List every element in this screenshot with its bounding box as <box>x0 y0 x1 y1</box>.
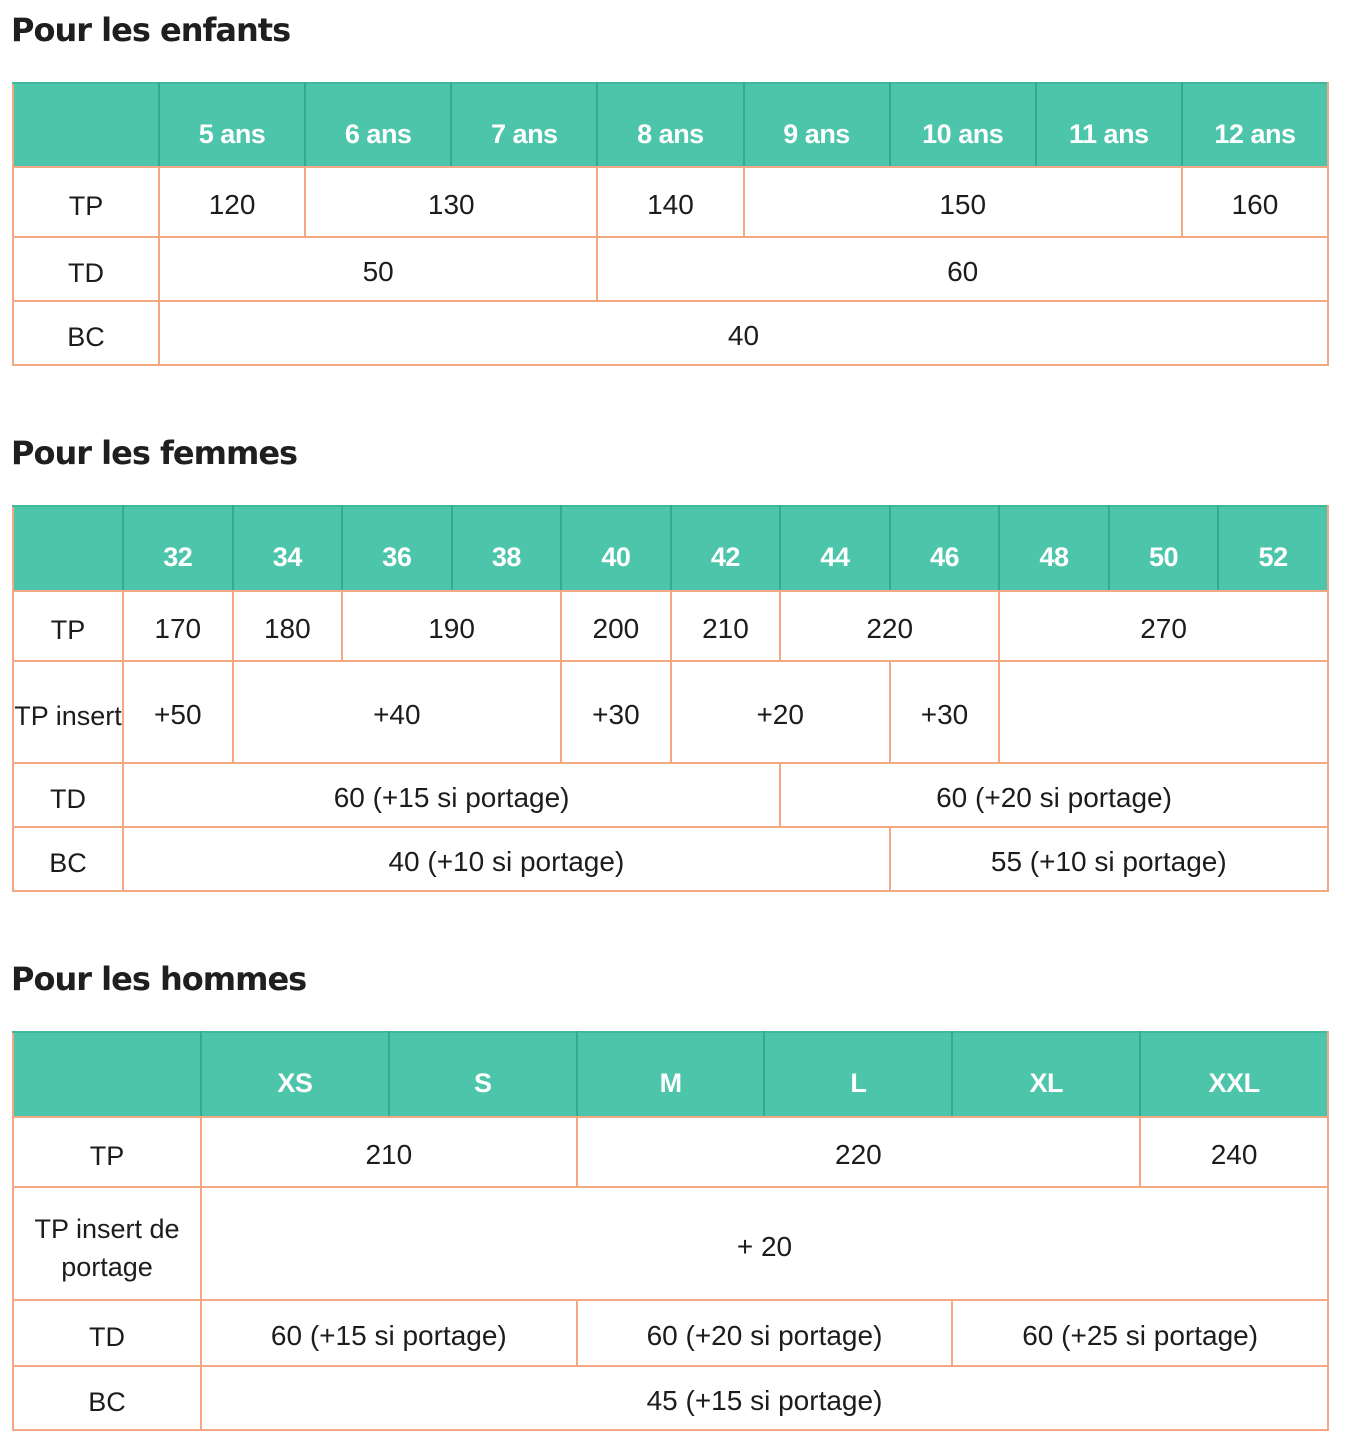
row-label: BC <box>13 827 123 891</box>
row-label: BC <box>13 1366 201 1430</box>
table-cell: 210 <box>671 591 781 661</box>
table-cell: 240 <box>1140 1117 1328 1187</box>
header-row <box>13 506 1328 591</box>
column-header: 44 <box>780 506 890 591</box>
column-header: 10 ans <box>890 83 1036 167</box>
table-cell: + 20 <box>201 1187 1328 1300</box>
row-label: TP <box>13 1117 201 1187</box>
column-header: 6 ans <box>305 83 451 167</box>
column-header: 34 <box>233 506 343 591</box>
column-header: L <box>764 1032 952 1117</box>
table-cell: 160 <box>1182 167 1328 237</box>
table-cell: 40 <box>159 301 1328 365</box>
row-label: TP insert de portage <box>13 1187 201 1300</box>
header-corner-cell <box>13 83 159 167</box>
table-cell: 60 (+15 si portage) <box>123 763 780 827</box>
column-header: 9 ans <box>744 83 890 167</box>
table-cell: 55 (+10 si portage) <box>890 827 1328 891</box>
column-header: 52 <box>1218 506 1328 591</box>
table-cell: 60 <box>597 237 1328 301</box>
table-row <box>13 827 1328 891</box>
table-row <box>13 167 1328 237</box>
table-row <box>13 1117 1328 1187</box>
row-label: TP <box>13 167 159 237</box>
table-cell: 220 <box>780 591 999 661</box>
table-cell: 60 (+20 si portage) <box>577 1300 953 1366</box>
section-title-femmes: Pour les femmes <box>11 434 298 472</box>
size-table-enfants <box>12 82 1329 366</box>
size-table-hommes <box>12 1031 1329 1431</box>
column-header: 46 <box>890 506 1000 591</box>
column-header: 11 ans <box>1036 83 1182 167</box>
table-cell: +40 <box>233 661 562 763</box>
column-header: S <box>389 1032 577 1117</box>
table-row <box>13 237 1328 301</box>
column-header: 5 ans <box>159 83 305 167</box>
table-row <box>13 591 1328 661</box>
column-header: 50 <box>1109 506 1219 591</box>
table-cell: 60 (+15 si portage) <box>201 1300 577 1366</box>
column-header: 32 <box>123 506 233 591</box>
table-cell: 170 <box>123 591 233 661</box>
column-header: 42 <box>671 506 781 591</box>
row-label: BC <box>13 301 159 365</box>
table-cell: 40 (+10 si portage) <box>123 827 890 891</box>
column-header: 38 <box>452 506 562 591</box>
table-row <box>13 1366 1328 1430</box>
table-cell: 190 <box>342 591 561 661</box>
row-label: TD <box>13 237 159 301</box>
table-row <box>13 301 1328 365</box>
column-header: M <box>577 1032 765 1117</box>
table-cell: 200 <box>561 591 671 661</box>
table-cell: 180 <box>233 591 343 661</box>
table-cell: +20 <box>671 661 890 763</box>
table-cell: +30 <box>561 661 671 763</box>
row-label: TP <box>13 591 123 661</box>
table-cell: 220 <box>577 1117 1140 1187</box>
column-header: 7 ans <box>451 83 597 167</box>
table-cell: 140 <box>597 167 743 237</box>
header-corner-cell <box>13 1032 201 1117</box>
header-row <box>13 1032 1328 1117</box>
table-cell: 60 (+25 si portage) <box>952 1300 1328 1366</box>
table-row <box>13 1187 1328 1300</box>
table-cell: 120 <box>159 167 305 237</box>
table-cell: 60 (+20 si portage) <box>780 763 1328 827</box>
table-cell: +30 <box>890 661 1000 763</box>
table-cell: 130 <box>305 167 597 237</box>
table-row <box>13 763 1328 827</box>
table-cell <box>999 661 1328 763</box>
column-header: 40 <box>561 506 671 591</box>
column-header: 12 ans <box>1182 83 1328 167</box>
table-row <box>13 661 1328 763</box>
table-cell: 50 <box>159 237 597 301</box>
table-cell: 150 <box>744 167 1182 237</box>
column-header: XS <box>201 1032 389 1117</box>
size-table-femmes <box>12 505 1329 892</box>
table-cell: +50 <box>123 661 233 763</box>
section-title-enfants: Pour les enfants <box>11 11 291 49</box>
table-cell: 270 <box>999 591 1328 661</box>
row-label: TD <box>13 1300 201 1366</box>
table-cell: 210 <box>201 1117 577 1187</box>
table-row <box>13 1300 1328 1366</box>
row-label: TD <box>13 763 123 827</box>
column-header: 48 <box>999 506 1109 591</box>
column-header: 36 <box>342 506 452 591</box>
table-cell: 45 (+15 si portage) <box>201 1366 1328 1430</box>
column-header: XL <box>952 1032 1140 1117</box>
column-header: 8 ans <box>597 83 743 167</box>
section-title-hommes: Pour les hommes <box>11 960 307 998</box>
header-row <box>13 83 1328 167</box>
row-label: TP insert <box>13 661 123 763</box>
header-corner-cell <box>13 506 123 591</box>
column-header: XXL <box>1140 1032 1328 1117</box>
